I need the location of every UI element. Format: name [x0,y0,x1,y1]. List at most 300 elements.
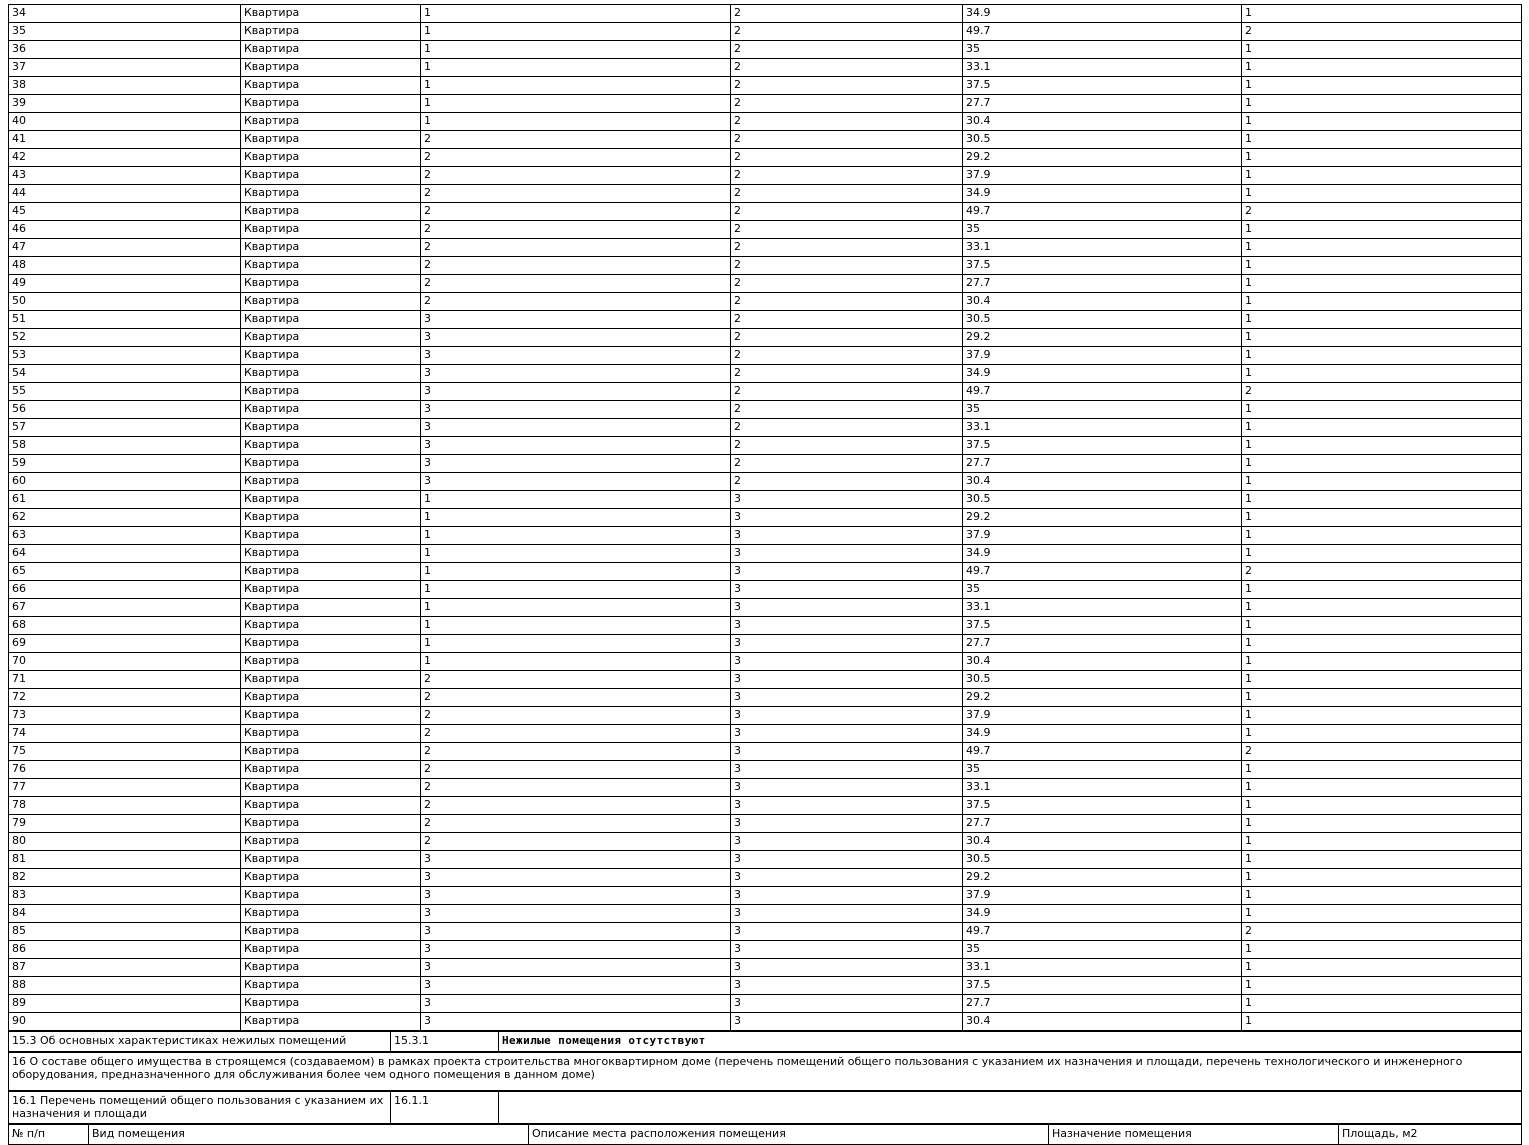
flat-number: 57 [9,419,241,437]
flat-area: 30.5 [963,671,1242,689]
flat-kind: Квартира [241,797,421,815]
flat-rooms: 1 [1242,365,1522,383]
flat-rooms: 1 [1242,419,1522,437]
table-row [9,401,1522,419]
col-header-location: Описание места расположения помещения [529,1125,1049,1145]
flat-rooms: 1 [1242,311,1522,329]
flat-floor: 2 [731,185,963,203]
flat-rooms: 1 [1242,653,1522,671]
flat-kind: Квартира [241,761,421,779]
flat-area: 49.7 [963,923,1242,941]
flat-kind: Квартира [241,23,421,41]
flat-rooms: 1 [1242,5,1522,23]
flat-rooms: 1 [1242,95,1522,113]
flat-rooms: 1 [1242,437,1522,455]
flat-floor: 3 [731,761,963,779]
flat-area: 49.7 [963,743,1242,761]
flat-section: 1 [421,23,731,41]
table-row [9,59,1522,77]
flat-area: 30.4 [963,1013,1242,1031]
flat-section: 3 [421,959,731,977]
flat-floor: 2 [731,77,963,95]
flat-floor: 3 [731,1013,963,1031]
flat-rooms: 1 [1242,887,1522,905]
flat-number: 85 [9,923,241,941]
flat-section: 3 [421,365,731,383]
flat-rooms: 1 [1242,977,1522,995]
flat-section: 2 [421,149,731,167]
flat-area: 33.1 [963,779,1242,797]
table-row [9,509,1522,527]
flat-rooms: 1 [1242,869,1522,887]
table-row [9,833,1522,851]
flat-floor: 2 [731,419,963,437]
flat-section: 2 [421,797,731,815]
table-row [9,941,1522,959]
flat-section: 3 [421,347,731,365]
flat-number: 53 [9,347,241,365]
flat-area: 37.5 [963,437,1242,455]
table-row [9,239,1522,257]
flat-kind: Квартира [241,581,421,599]
flat-number: 74 [9,725,241,743]
flat-area: 49.7 [963,383,1242,401]
flat-section: 1 [421,545,731,563]
flat-area: 27.7 [963,455,1242,473]
flat-kind: Квартира [241,869,421,887]
flat-number: 58 [9,437,241,455]
flat-number: 83 [9,887,241,905]
flat-number: 35 [9,23,241,41]
flat-kind: Квартира [241,41,421,59]
flat-rooms: 1 [1242,725,1522,743]
flat-floor: 3 [731,725,963,743]
flat-floor: 2 [731,365,963,383]
flat-rooms: 1 [1242,797,1522,815]
flat-area: 27.7 [963,995,1242,1013]
flat-rooms: 1 [1242,257,1522,275]
flat-kind: Квартира [241,455,421,473]
flat-area: 33.1 [963,599,1242,617]
flat-area: 37.9 [963,347,1242,365]
flat-number: 44 [9,185,241,203]
flat-kind: Квартира [241,995,421,1013]
table-row [9,959,1522,977]
flat-rooms: 1 [1242,113,1522,131]
flat-rooms: 1 [1242,1013,1522,1031]
flat-floor: 3 [731,617,963,635]
table-row [9,653,1522,671]
table-row [9,923,1522,941]
flat-rooms: 1 [1242,221,1522,239]
flat-area: 37.5 [963,77,1242,95]
section-15-3-code: 15.3.1 [391,1032,499,1052]
flat-rooms: 1 [1242,239,1522,257]
flat-kind: Квартира [241,5,421,23]
flat-area: 37.9 [963,527,1242,545]
flat-kind: Квартира [241,851,421,869]
flat-number: 55 [9,383,241,401]
table-row [9,995,1522,1013]
flat-rooms: 1 [1242,995,1522,1013]
flat-rooms: 2 [1242,743,1522,761]
section-16-1-table [8,1091,1522,1124]
flat-floor: 2 [731,203,963,221]
flat-floor: 2 [731,275,963,293]
flat-area: 33.1 [963,239,1242,257]
flat-area: 27.7 [963,95,1242,113]
flat-section: 2 [421,707,731,725]
flat-section: 2 [421,761,731,779]
flat-kind: Квартира [241,419,421,437]
table-row [9,293,1522,311]
flat-number: 34 [9,5,241,23]
flat-kind: Квартира [241,275,421,293]
flat-floor: 3 [731,995,963,1013]
table-row [9,275,1522,293]
flat-section: 3 [421,887,731,905]
flat-floor: 3 [731,491,963,509]
flat-number: 78 [9,797,241,815]
flat-section: 3 [421,977,731,995]
flat-section: 1 [421,653,731,671]
flat-area: 30.5 [963,491,1242,509]
flat-kind: Квартира [241,131,421,149]
flat-floor: 3 [731,779,963,797]
flat-number: 88 [9,977,241,995]
table-row [9,779,1522,797]
flat-kind: Квартира [241,401,421,419]
flat-kind: Квартира [241,725,421,743]
flat-number: 48 [9,257,241,275]
flat-area: 37.5 [963,257,1242,275]
flat-rooms: 1 [1242,491,1522,509]
flat-area: 33.1 [963,419,1242,437]
section-16-table [8,1052,1522,1091]
flat-kind: Квартира [241,743,421,761]
table-row [9,905,1522,923]
section-15-3-value: Нежилые помещения отсутствуют [499,1032,1522,1052]
flat-rooms: 1 [1242,617,1522,635]
table-row [9,185,1522,203]
flat-number: 75 [9,743,241,761]
flat-rooms: 1 [1242,905,1522,923]
flat-section: 1 [421,527,731,545]
flat-area: 29.2 [963,329,1242,347]
flat-number: 46 [9,221,241,239]
flat-section: 1 [421,509,731,527]
flat-section: 2 [421,239,731,257]
flat-floor: 3 [731,563,963,581]
flat-section: 1 [421,491,731,509]
flat-floor: 3 [731,599,963,617]
table-row [9,77,1522,95]
flat-kind: Квартира [241,365,421,383]
flat-kind: Квартира [241,77,421,95]
flat-floor: 2 [731,329,963,347]
flat-rooms: 1 [1242,131,1522,149]
flat-number: 68 [9,617,241,635]
flat-rooms: 1 [1242,185,1522,203]
flat-floor: 2 [731,257,963,275]
flat-floor: 2 [731,455,963,473]
flat-number: 54 [9,365,241,383]
flat-kind: Квартира [241,491,421,509]
flat-section: 1 [421,5,731,23]
flat-floor: 3 [731,689,963,707]
flat-floor: 3 [731,743,963,761]
flat-kind: Квартира [241,833,421,851]
flat-number: 76 [9,761,241,779]
flat-number: 73 [9,707,241,725]
section-16-1-title: 16.1 Перечень помещений общего пользования с указанием их назначения и площади [9,1092,391,1124]
flat-rooms: 1 [1242,527,1522,545]
flat-rooms: 2 [1242,203,1522,221]
flat-rooms: 1 [1242,707,1522,725]
col-header-area: Площадь, м2 [1339,1125,1522,1145]
flat-floor: 3 [731,545,963,563]
flat-area: 30.4 [963,113,1242,131]
flat-number: 41 [9,131,241,149]
flat-floor: 2 [731,383,963,401]
section-15-3-table [8,1031,1522,1052]
flat-rooms: 2 [1242,923,1522,941]
flat-section: 2 [421,275,731,293]
flat-number: 62 [9,509,241,527]
flat-kind: Квартира [241,707,421,725]
flat-kind: Квартира [241,509,421,527]
flat-section: 2 [421,293,731,311]
flat-section: 3 [421,1013,731,1031]
flat-rooms: 1 [1242,509,1522,527]
flat-number: 37 [9,59,241,77]
flat-area: 35 [963,401,1242,419]
flat-floor: 2 [731,41,963,59]
flat-section: 2 [421,221,731,239]
flat-number: 50 [9,293,241,311]
flat-section: 2 [421,689,731,707]
flat-section: 2 [421,743,731,761]
table-row [9,113,1522,131]
table-row [9,563,1522,581]
table-row [9,869,1522,887]
flat-rooms: 1 [1242,941,1522,959]
flat-area: 33.1 [963,959,1242,977]
table-row [9,1053,1522,1091]
flat-number: 49 [9,275,241,293]
flat-kind: Квартира [241,977,421,995]
flat-floor: 3 [731,581,963,599]
flat-section: 1 [421,599,731,617]
flat-section: 3 [421,455,731,473]
flat-section: 3 [421,401,731,419]
flat-number: 63 [9,527,241,545]
flat-area: 30.5 [963,851,1242,869]
flat-kind: Квартира [241,923,421,941]
flat-rooms: 1 [1242,77,1522,95]
flat-number: 52 [9,329,241,347]
section-16-1-empty [499,1092,1522,1124]
flat-kind: Квартира [241,473,421,491]
flat-number: 70 [9,653,241,671]
flat-area: 27.7 [963,635,1242,653]
table-row [9,383,1522,401]
table-row [9,743,1522,761]
flat-number: 51 [9,311,241,329]
flat-area: 35 [963,761,1242,779]
flat-section: 3 [421,311,731,329]
flat-area: 34.9 [963,545,1242,563]
flat-floor: 3 [731,833,963,851]
flat-section: 3 [421,437,731,455]
flat-section: 3 [421,941,731,959]
flat-kind: Квартира [241,167,421,185]
flat-floor: 2 [731,167,963,185]
flat-number: 72 [9,689,241,707]
table-row [9,815,1522,833]
flat-area: 49.7 [963,203,1242,221]
flat-area: 37.9 [963,167,1242,185]
table-row [9,707,1522,725]
flat-kind: Квартира [241,689,421,707]
flat-number: 40 [9,113,241,131]
flat-kind: Квартира [241,293,421,311]
flat-kind: Квартира [241,545,421,563]
table-row [9,5,1522,23]
flat-kind: Квартира [241,257,421,275]
table-row [9,257,1522,275]
flat-floor: 3 [731,941,963,959]
flat-number: 66 [9,581,241,599]
table-header-row [9,1125,1522,1145]
flat-number: 67 [9,599,241,617]
flat-floor: 2 [731,59,963,77]
flat-number: 38 [9,77,241,95]
table-row [9,671,1522,689]
flat-area: 29.2 [963,149,1242,167]
flat-rooms: 1 [1242,761,1522,779]
flat-area: 37.5 [963,977,1242,995]
flat-area: 29.2 [963,509,1242,527]
flat-floor: 3 [731,959,963,977]
flat-rooms: 1 [1242,401,1522,419]
flat-kind: Квартира [241,599,421,617]
flat-rooms: 2 [1242,23,1522,41]
flat-floor: 3 [731,923,963,941]
flat-floor: 2 [731,401,963,419]
table-row [9,977,1522,995]
flat-number: 71 [9,671,241,689]
flat-section: 3 [421,383,731,401]
table-row [9,365,1522,383]
flat-area: 30.4 [963,833,1242,851]
flat-floor: 3 [731,887,963,905]
flat-rooms: 1 [1242,347,1522,365]
flat-section: 3 [421,473,731,491]
flat-rooms: 1 [1242,671,1522,689]
flat-floor: 2 [731,473,963,491]
flat-section: 1 [421,581,731,599]
flat-floor: 2 [731,347,963,365]
flat-floor: 3 [731,635,963,653]
flat-area: 30.5 [963,311,1242,329]
flat-floor: 2 [731,95,963,113]
flat-section: 3 [421,905,731,923]
flat-area: 35 [963,221,1242,239]
table-row [9,581,1522,599]
flat-section: 2 [421,833,731,851]
flat-number: 79 [9,815,241,833]
col-header-purpose: Назначение помещения [1049,1125,1339,1145]
flat-kind: Квартира [241,653,421,671]
flat-floor: 3 [731,797,963,815]
section-16-1-code: 16.1.1 [391,1092,499,1124]
flat-floor: 3 [731,527,963,545]
flat-rooms: 1 [1242,815,1522,833]
flat-section: 1 [421,77,731,95]
col-header-kind: Вид помещения [89,1125,529,1145]
flat-kind: Квартира [241,941,421,959]
flat-rooms: 1 [1242,851,1522,869]
flat-area: 34.9 [963,905,1242,923]
table-row [9,491,1522,509]
flat-floor: 3 [731,905,963,923]
flat-floor: 2 [731,221,963,239]
flat-floor: 3 [731,977,963,995]
flat-number: 61 [9,491,241,509]
flat-kind: Квартира [241,437,421,455]
table-row [9,635,1522,653]
flat-kind: Квартира [241,95,421,113]
table-row [9,527,1522,545]
flat-rooms: 1 [1242,149,1522,167]
flat-section: 3 [421,419,731,437]
flat-rooms: 2 [1242,563,1522,581]
flat-area: 29.2 [963,689,1242,707]
flat-area: 37.5 [963,617,1242,635]
flat-section: 1 [421,635,731,653]
flat-floor: 2 [731,5,963,23]
flat-rooms: 1 [1242,635,1522,653]
flat-number: 89 [9,995,241,1013]
table-row [9,1032,1522,1052]
flat-section: 1 [421,95,731,113]
flat-kind: Квартира [241,59,421,77]
flat-rooms: 1 [1242,599,1522,617]
flat-area: 37.5 [963,797,1242,815]
flat-rooms: 1 [1242,473,1522,491]
flat-area: 35 [963,41,1242,59]
table-row [9,329,1522,347]
flat-number: 47 [9,239,241,257]
table-row [9,41,1522,59]
flat-floor: 3 [731,851,963,869]
flat-kind: Квартира [241,635,421,653]
flat-section: 3 [421,995,731,1013]
flat-area: 30.4 [963,473,1242,491]
flat-kind: Квартира [241,815,421,833]
flat-section: 1 [421,113,731,131]
flat-section: 2 [421,257,731,275]
flat-kind: Квартира [241,959,421,977]
flat-rooms: 1 [1242,455,1522,473]
flat-rooms: 1 [1242,959,1522,977]
flat-number: 60 [9,473,241,491]
flat-section: 2 [421,167,731,185]
flat-number: 36 [9,41,241,59]
flat-section: 3 [421,329,731,347]
flat-kind: Квартира [241,527,421,545]
